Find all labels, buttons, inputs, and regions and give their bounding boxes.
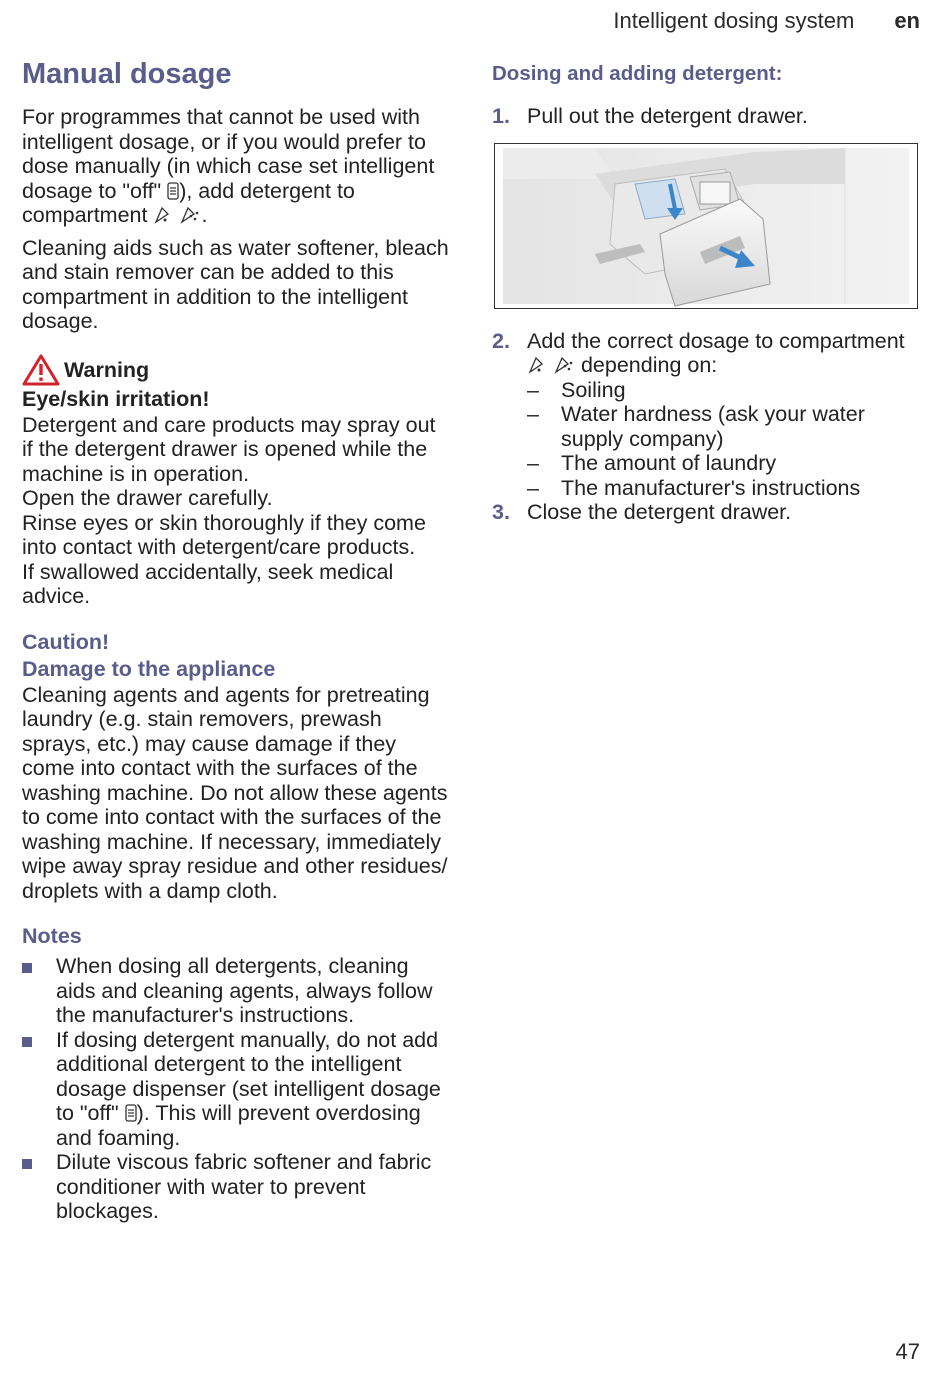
cleaning-aid-compartment-icon xyxy=(179,205,201,225)
detergent-drawer-illustration xyxy=(494,143,918,309)
step-2 xyxy=(492,329,920,501)
step-text-a: Add the correct dosage to compartment xyxy=(527,328,905,353)
list-item xyxy=(22,1028,452,1151)
warning-line: If swallowed accidentally, seek medical advice. xyxy=(22,559,394,608)
right-column xyxy=(492,62,920,525)
detergent-compartment-icon xyxy=(153,205,173,225)
note-text: When dosing all detergents, cleaning aids and cleaning agents, always follow the manufacturer's instructions. xyxy=(56,954,433,1027)
step-number: 2. xyxy=(492,328,510,353)
list-item xyxy=(22,954,452,1028)
sub-item-text: The manufacturer's instructions xyxy=(561,475,861,500)
note-text: Dilute viscous fabric softener and fabric conditioner with water to prevent blockages. xyxy=(56,1150,432,1223)
intro-paragraph xyxy=(22,105,452,228)
sub-item-text: Soiling xyxy=(561,377,626,402)
drawer-drawing xyxy=(495,144,917,308)
warning-line: Rinse eyes or skin thoroughly if they come into contact with detergent/care products. xyxy=(22,510,426,559)
caution-label: Caution! xyxy=(22,629,110,654)
warning-triangle-icon xyxy=(22,354,60,386)
dash-marker: – xyxy=(527,377,539,402)
sub-item-text: The amount of laundry xyxy=(561,451,777,475)
sub-item-text: Water hardness (ask your water supply company) xyxy=(561,402,865,451)
warning-line: Detergent and care products may spray out if the detergent drawer is opened while the machine is in operation. xyxy=(22,412,436,486)
intro-text-c: . xyxy=(201,203,208,227)
left-column xyxy=(22,58,452,1224)
bullet-icon xyxy=(22,1037,32,1047)
step-1 xyxy=(492,104,920,129)
page-title: Manual dosage xyxy=(22,58,232,90)
step-number: 3. xyxy=(492,500,510,524)
language-code: en xyxy=(894,8,920,33)
note-text: If dosing detergent manually, do not add additional detergent to the intelligent dosage dispenser (set intelligent dosage to "off" xyxy=(56,1027,441,1125)
dash-marker: – xyxy=(527,451,539,475)
notes-heading: Notes xyxy=(22,924,82,948)
page-header xyxy=(613,8,920,34)
detergent-compartment-icon xyxy=(527,355,547,375)
warning-heading xyxy=(22,354,452,386)
section-title: Intelligent dosing system xyxy=(613,8,855,33)
warning-line: Open the drawer carefully. xyxy=(22,486,273,510)
dosage-off-icon xyxy=(125,1103,137,1123)
dosing-heading: Dosing and adding detergent: xyxy=(492,62,783,85)
list-item xyxy=(22,1150,452,1224)
page-number: 47 xyxy=(895,1339,920,1364)
caution-text: Cleaning agents and agents for pretreating laundry (e.g. stain removers, prewash sprays, etc.) may cause damage if they come into contact with the surfaces of the washing machine. Do not allow these agents to come into contact with the surfaces of the washing machine. If necessary, immediately wipe away spray residue and other residues/ droplets with a damp cloth. xyxy=(22,682,448,903)
dash-marker: – xyxy=(527,402,539,426)
intro-text-b: ), add detergent to compartment xyxy=(22,178,355,227)
step-number: 1. xyxy=(492,104,510,128)
cleaning-aid-compartment-icon xyxy=(553,355,575,375)
warning-title: Eye/skin irritation! xyxy=(22,386,210,411)
notes-list xyxy=(22,954,452,1224)
step-text: Close the detergent drawer. xyxy=(527,500,792,524)
bullet-icon xyxy=(22,1159,32,1169)
cleaning-aids-paragraph: Cleaning aids such as water softener, bleach and stain remover can be added to this compartment in addition to the intelligent dosage. xyxy=(22,235,449,333)
list-item xyxy=(527,451,920,476)
bullet-icon xyxy=(22,963,32,973)
dash-marker: – xyxy=(527,475,539,500)
list-item xyxy=(527,378,920,403)
step-text: Pull out the detergent drawer. xyxy=(527,104,808,128)
step-3 xyxy=(492,500,920,525)
step-text-b: depending on: xyxy=(580,353,718,377)
list-item xyxy=(527,402,920,451)
caution-title: Damage to the appliance xyxy=(22,656,276,681)
warning-label: Warning xyxy=(64,357,150,382)
dosage-off-icon xyxy=(167,181,179,201)
intro-text-a: For programmes that cannot be used with intelligent dosage, or if you would prefer to dose manually (in which case set intelligent dosage to "off" xyxy=(22,105,435,203)
list-item xyxy=(527,476,920,501)
note-text-tail: ). This will prevent overdosing and foaming. xyxy=(56,1101,421,1150)
